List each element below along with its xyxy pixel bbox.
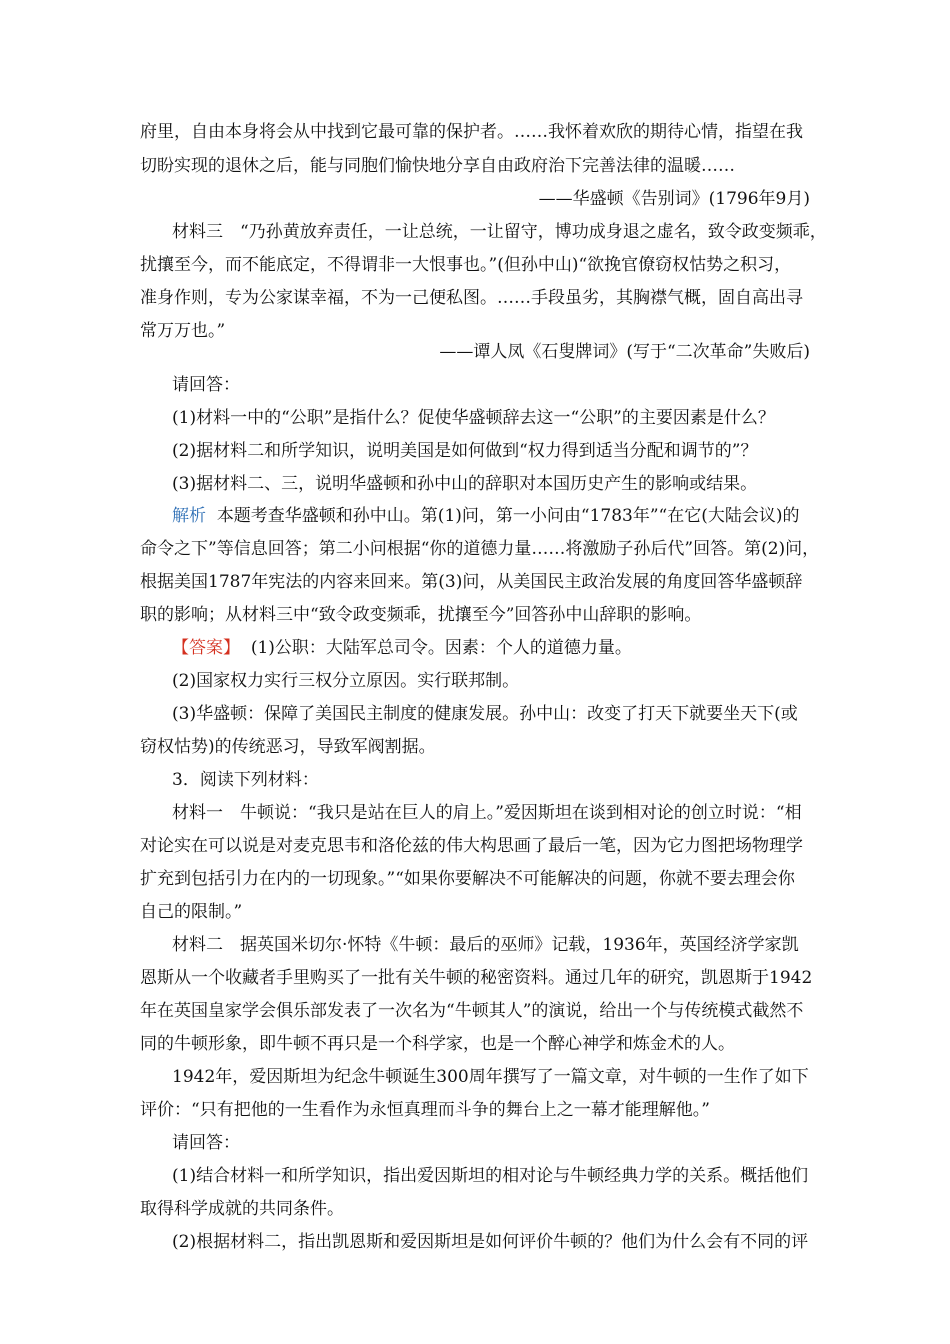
text-line: 评价：“只有把他的一生看作为永恒真理而斗争的舞台上之一幕才能理解他。” xyxy=(140,1100,710,1120)
source-citation: ——华盛顿《告别词》(1796年9月) xyxy=(538,189,810,209)
prompt-label: 请回答： xyxy=(172,375,240,395)
text-line: 窃权怙势)的传统恶习，导致军阀割据。 xyxy=(140,737,436,757)
text-line: 切盼实现的退休之后，能与同胞们愉快地分享自由政府治下完善法律的温暖…… xyxy=(140,156,735,176)
text-line: (2)国家权力实行三权分立原因。实行联邦制。 xyxy=(172,671,520,691)
text-line: 取得科学成就的共同条件。 xyxy=(140,1199,344,1219)
analysis-label: 解析 xyxy=(172,506,206,526)
question-line: (2)根据材料二，指出凯恩斯和爱因斯坦是如何评价牛顿的？他们为什么会有不同的评 xyxy=(172,1232,809,1252)
text-line: 同的牛顿形象，即牛顿不再只是一个科学家，也是一个醉心神学和炼金术的人。 xyxy=(140,1034,735,1054)
text-line: 恩斯从一个收藏者手里购买了一批有关牛顿的秘密资料。通过几年的研究，凯恩斯于1942 xyxy=(140,968,813,988)
text-line: 职的影响；从材料三中“致令政变频乖，扰攘至今”回答孙中山辞职的影响。 xyxy=(140,605,702,625)
question-line: (1)材料一中的“公职”是指什么？促使华盛顿辞去这一“公职”的主要因素是什么？ xyxy=(172,408,775,428)
question-line: (3)据材料二、三，说明华盛顿和孙中山的辞职对本国历史产生的影响或结果。 xyxy=(172,474,758,494)
text-line: 扰攘至今，而不能底定，不得谓非一大恨事也。”(但孙中山)“欲挽官僚窃权怙势之积习， xyxy=(140,255,792,275)
question-line: (1)结合材料一和所学知识，指出爱因斯坦的相对论与牛顿经典力学的关系。概括他们 xyxy=(172,1166,809,1186)
text-line: 自己的限制。” xyxy=(140,902,243,922)
text-line: 常万万也。” xyxy=(140,321,226,341)
text-line: 材料一 牛顿说：“我只是站在巨人的肩上。”爱因斯坦在谈到相对论的创立时说：“相 xyxy=(172,803,802,823)
answer-label: 【答案】 xyxy=(172,638,240,658)
answer-line xyxy=(172,635,632,661)
text-line: 材料二 据英国米切尔·怀特《牛顿：最后的巫师》记载，1936年，英国经济学家凯 xyxy=(172,935,799,955)
text-line: 扩充到包括引力在内的一切现象。”“如果你要解决不可能解决的问题，你就不要去理会你 xyxy=(140,869,795,889)
text-line: 对论实在可以说是对麦克思韦和洛伦兹的伟大构思画了最后一笔，因为它力图把场物理学 xyxy=(140,836,803,856)
analysis-line xyxy=(172,503,800,529)
source-citation: ——谭人凤《石叟牌词》(写于“二次革命”失败后) xyxy=(439,342,810,362)
text-line: 材料三 “乃孙黄放弃责任，一让总统，一让留守，博功成身退之虚名，致令政变频乖， xyxy=(172,222,827,242)
text-line: (3)华盛顿：保障了美国民主制度的健康发展。孙中山：改变了打天下就要坐天下(或 xyxy=(172,704,798,724)
text-line: 根据美国1787年宪法的内容来回来。第(3)问，从美国民主政治发展的角度回答华盛顿辞 xyxy=(140,572,803,592)
text-line: 1942年，爱因斯坦为纪念牛顿诞生300周年撰写了一篇文章，对牛顿的一生作了如下 xyxy=(172,1067,809,1087)
question-heading: 3．阅读下列材料： xyxy=(172,770,319,790)
question-line: (2)据材料二和所学知识，说明美国是如何做到“权力得到适当分配和调节的”？ xyxy=(172,441,758,461)
prompt-label: 请回答： xyxy=(172,1133,240,1153)
text-line: 府里，自由本身将会从中找到它最可靠的保护者。……我怀着欢欣的期待心情，指望在我 xyxy=(140,122,803,142)
text-line: 年在英国皇家学会俱乐部发表了一次名为“牛顿其人”的演说，给出一个与传统模式截然不 xyxy=(140,1001,804,1021)
analysis-text: 本题考查华盛顿和孙中山。第(1)问，第一小问由“1783年”“在它(大陆会议)的 xyxy=(216,506,800,526)
text-line: 准身作则，专为公家谋幸福，不为一己便私图。……手段虽劣，其胸襟气概，固自高出寻 xyxy=(140,288,803,308)
answer-text: (1)公职：大陆军总司令。因素：个人的道德力量。 xyxy=(250,638,632,658)
text-line: 命令之下”等信息回答；第二小问根据“你的道德力量……将激励子孙后代”回答。第(2)问， xyxy=(140,539,820,559)
